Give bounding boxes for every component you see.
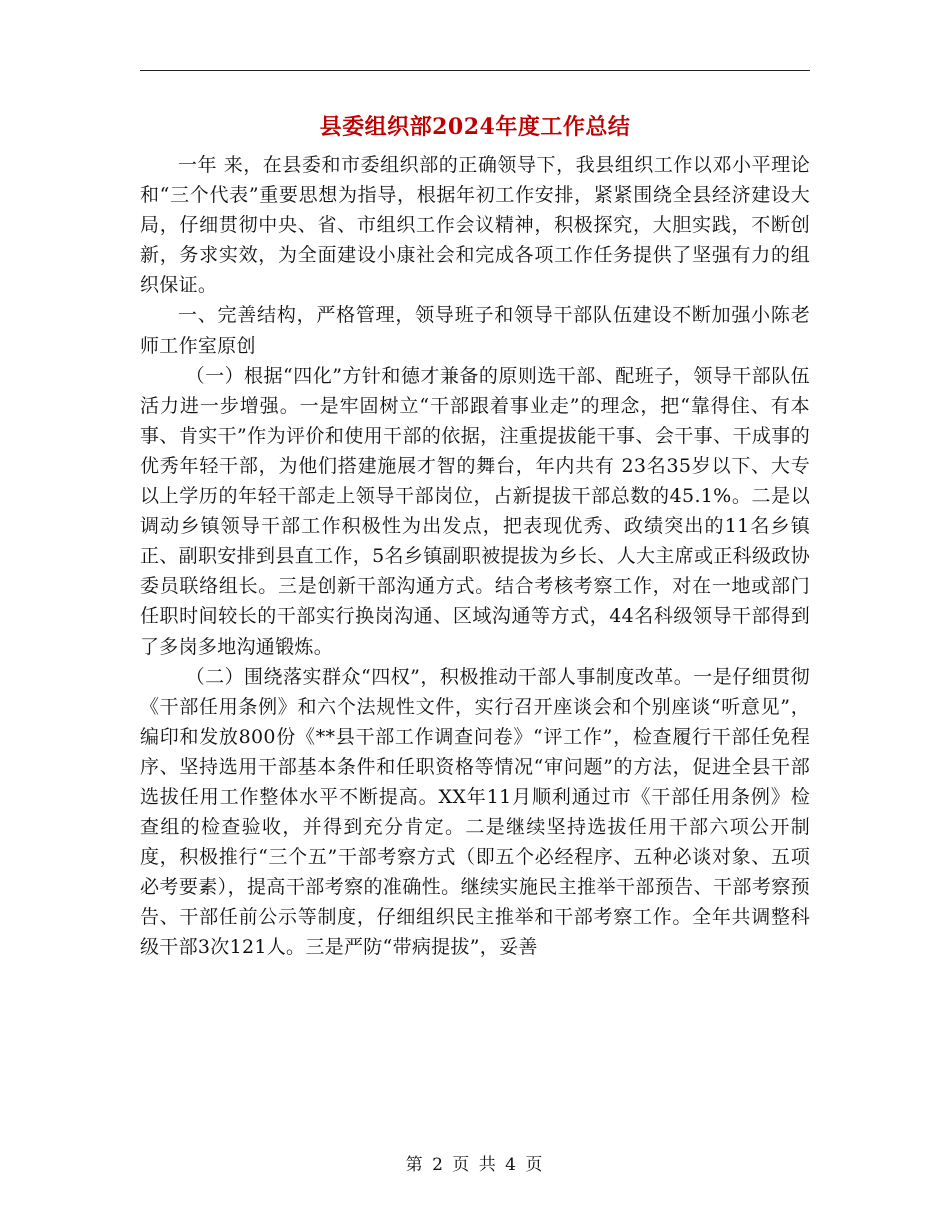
document-title: 县委组织部2024年度工作总结: [319, 114, 631, 140]
paragraph-intro: 一年 来，在县委和市委组织部的正确领导下，我县组织工作以邓小平理论和“三个代表”重要思想为指导，根据年初工作安排，紧紧围绕全县经济建设大局，仔细贯彻中央、省、市组织工作会议精神，积极探究，大胆实践，不断创新，务求实效，为全面建设小康社会和完成各项工作任务提供了坚强有力的组织保证。: [140, 154, 810, 297]
paragraph-subsection-1: （一）根据“四化”方针和德才兼备的原则选干部、配班子，领导干部队伍活力进一步增强。一是牢固树立“干部跟着事业走”的理念，把“靠得住、有本事、肯实干”作为评价和使用干部的依据，注重提拔能干事、会干事、干成事的优秀年轻干部，为他们搭建施展才智的舞台，年内共有 23名35岁以下、大专以上学历的年轻干部走上领导干部岗位，占新提拔干部总数的45.1%。二是以调动乡镇领导干部工作积极性为出发点，把表现优秀、政绩突出的11名乡镇正、副职安排到县直工作，5名乡镇副职被提拔为乡长、人大主席或正科级政协委员联络组长。三是创新干部沟通方式。结合考核考察工作，对在一地或部门任职时间较长的干部实行换岗沟通、区域沟通等方式，44名科级领导干部得到了多岗多地沟通锻炼。: [140, 364, 810, 658]
section-heading-1: 一、完善结构，严格管理，领导班子和领导干部队伍建设不断加强小陈老师工作室原创: [140, 304, 810, 357]
header-rule: [140, 70, 810, 71]
paragraph-subsection-2: （二）围绕落实群众“四权”，积极推动干部人事制度改革。一是仔细贯彻《干部任用条例》和六个法规性文件，实行召开座谈会和个别座谈“听意见”，编印和发放800份《**县干部工作调查问卷》“评工作”，检查履行干部任免程序、坚持选用干部基本条件和任职资格等情况“审问题”的方法，促进全县干部选拔任用工作整体水平不断提高。XX年11月顺利通过市《干部任用条例》检查组的检查验收，并得到充分肯定。二是继续坚持选拔任用干部六项公开制度，积极推行“三个五”干部考察方式（即五个必经程序、五种必谈对象、五项必考要素），提高干部考察的准确性。继续实施民主推举干部预告、干部考察预告、干部任前公示等制度，仔细组织民主推举和干部考察工作。全年共调整科级干部3次121人。三是严防“带病提拔”，妥善: [140, 665, 810, 959]
document-body: [140, 150, 810, 963]
page-footer: 第 2 页 共 4 页: [405, 1155, 545, 1175]
